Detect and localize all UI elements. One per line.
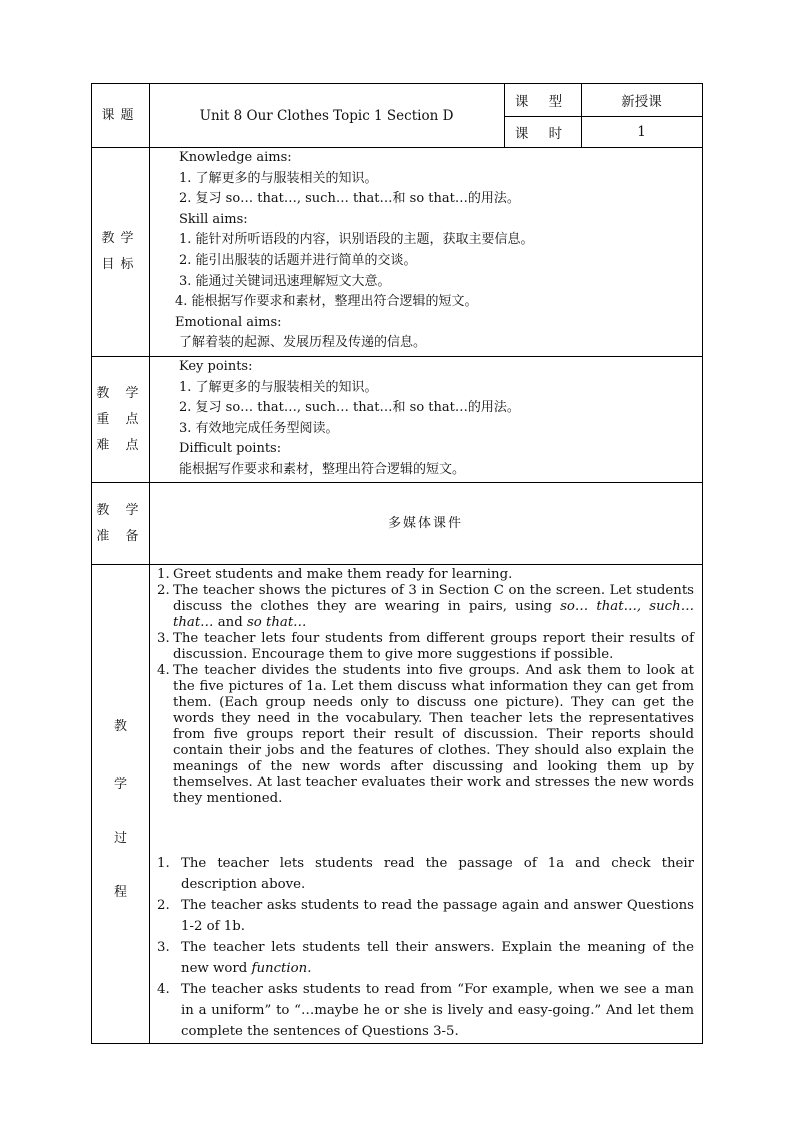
process-step: 4. The teacher divides the students into five groups. And ask them to look at the five pictures of 1a. Let them discuss what information they can get from them. (Each group needs only to discuss one picture). They can get the words they need in the vocabulary. Then teacher lets the representatives from five groups report their result of discussion. Their reports should contain their jobs and the features of clothes. They should also explain the meanings of the new words after discussing and looking them up by themselves. At last teacher evaluates their work and stresses the new words they mentioned. bbox=[157, 663, 694, 806]
process-part-2 bbox=[149, 853, 702, 1042]
process-step: 3. The teacher lets four students from different groups report their results of discussion. Encourage them to give more suggestions if possible. bbox=[157, 631, 694, 662]
lesson-plan-table bbox=[91, 83, 703, 1044]
key-point-line: 能根据写作要求和素材，整理出符合逻辑的短文。 bbox=[179, 461, 466, 477]
objective-line: 3. 能通过关键词迅速理解短文大意。 bbox=[179, 273, 391, 289]
objective-line: Knowledge aims: bbox=[179, 150, 292, 165]
key-point-line: 2. 复习 so… that…, such… that…和 so that…的用法。 bbox=[179, 400, 520, 416]
process-step: 1. Greet students and make them ready for learning. bbox=[157, 567, 513, 582]
objectives-label: 教学 目标 bbox=[92, 148, 150, 356]
key-points-label: 教 学 重 点 难 点 bbox=[92, 357, 150, 482]
process-step: 4. The teacher asks students to read from “For example, when we see a man in a uniform” to “…maybe he or she is lively and easy-going.” And let them complete the sentences of Questions 3-5. bbox=[157, 982, 694, 1039]
objectives-content bbox=[149, 148, 702, 354]
objective-line: 4. 能根据写作要求和素材，整理出符合逻辑的短文。 bbox=[175, 294, 478, 310]
header-row bbox=[92, 84, 702, 148]
topic-label: 课题 bbox=[92, 84, 150, 147]
objectives-row bbox=[92, 148, 702, 357]
objective-line: Skill aims: bbox=[179, 211, 248, 227]
process-step: 3. The teacher lets students tell their answers. Explain the meaning of the new word function. bbox=[157, 940, 694, 976]
process-row bbox=[92, 565, 702, 1043]
key-point-line: Difficult points: bbox=[179, 441, 282, 457]
objective-line: Emotional aims: bbox=[175, 314, 282, 330]
lesson-hours-value: 1 bbox=[637, 124, 646, 140]
preparation-label: 教 学 准 备 bbox=[92, 483, 150, 564]
objective-line: 1. 能针对所听语段的内容，识别语段的主题，获取主要信息。 bbox=[179, 232, 534, 248]
process-part-1 bbox=[149, 567, 702, 807]
process-step: 2. The teacher asks students to read the passage again and answer Questions 1-2 of 1b. bbox=[157, 898, 694, 934]
objective-line: 2. 能引出服装的话题并进行简单的交谈。 bbox=[179, 252, 417, 268]
process-label: 教 学 过 程 bbox=[92, 565, 150, 1043]
objective-line: 了解着装的起源、发展历程及传递的信息。 bbox=[179, 335, 427, 351]
lesson-hours-label: 课 时 bbox=[504, 116, 582, 148]
process-step: 2. The teacher shows the pictures of 3 in Section C on the screen. Let students discuss the clothes they are wearing in pairs, using so… that…, such… that… and so that… bbox=[157, 583, 694, 630]
preparation-value: 多媒体课件 bbox=[387, 515, 463, 531]
objective-line: 1. 了解更多的与服装相关的知识。 bbox=[179, 170, 378, 186]
key-points-content bbox=[149, 357, 702, 481]
lesson-type-label: 课 型 bbox=[504, 84, 582, 117]
key-point-line: Key points: bbox=[179, 359, 253, 374]
process-step: 1. The teacher lets students read the passage of 1a and check their description above. bbox=[157, 856, 694, 892]
key-point-line: 3. 有效地完成任务型阅读。 bbox=[179, 420, 339, 436]
key-point-line: 1. 了解更多的与服装相关的知识。 bbox=[179, 379, 378, 395]
lesson-title: Unit 8 Our Clothes Topic 1 Section D bbox=[149, 84, 505, 148]
lesson-type-value: 新授课 bbox=[581, 84, 702, 117]
preparation-row bbox=[92, 483, 702, 565]
objective-line: 2. 复习 so… that…, such… that…和 so that…的用法。 bbox=[179, 191, 520, 207]
key-points-row bbox=[92, 357, 702, 483]
